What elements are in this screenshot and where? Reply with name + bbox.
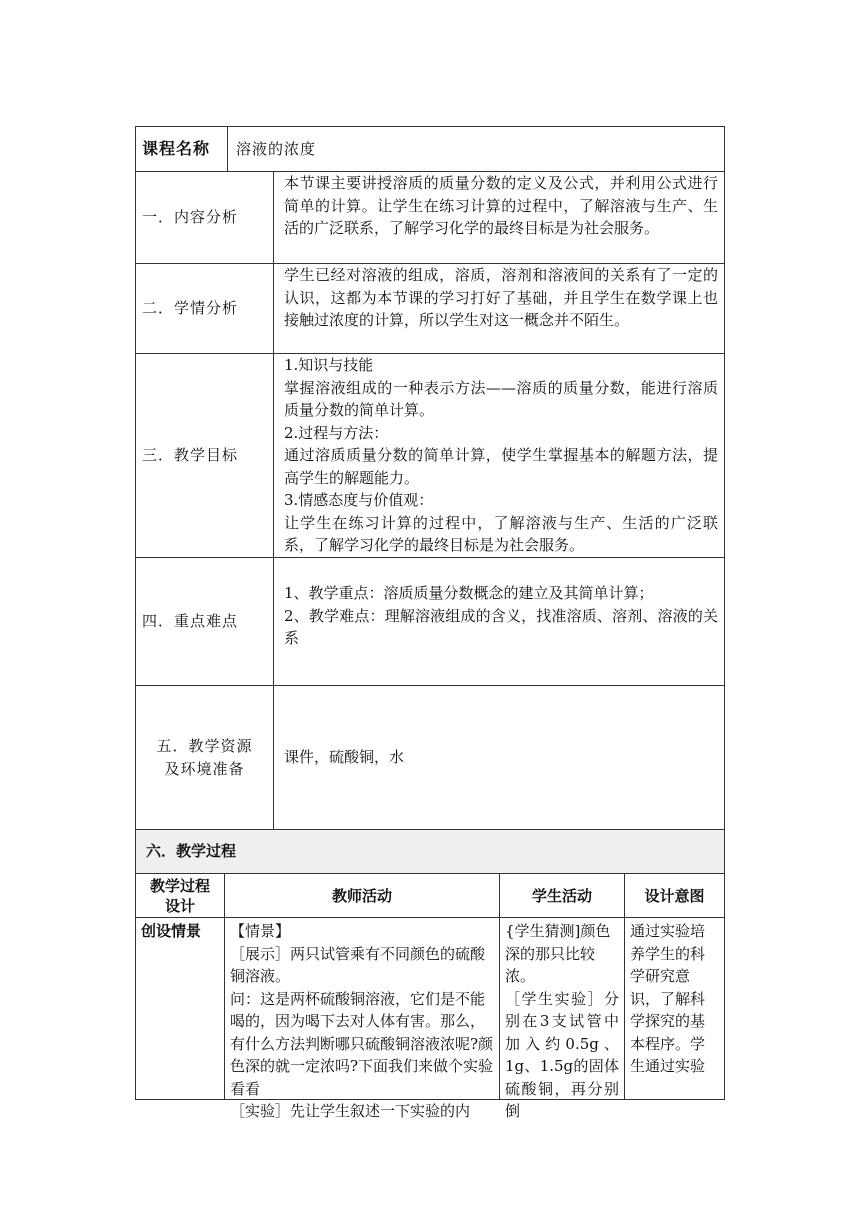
process-row-scenario bbox=[136, 918, 725, 1100]
header-design-intent: 设计意图 bbox=[625, 874, 725, 918]
header-line: 设计 bbox=[164, 896, 195, 915]
section-row-key-points bbox=[136, 557, 725, 685]
section-label-resources bbox=[136, 685, 274, 830]
section-paragraph: 学生已经对溶液的组成，溶质，溶剂和溶液间的关系有了一定的认识，这都为本节课的学习打好了基础，并且学生在数学课上也接触过浓度的计算，所以学生对这一概念并不陌生。 bbox=[284, 266, 719, 329]
section-row-learner-analysis bbox=[136, 264, 725, 354]
key-point-item: 2、教学难点：理解溶液组成的含义，找准溶质、溶剂、溶液的关系 bbox=[284, 606, 719, 648]
section-paragraph: 课件，硫酸铜，水 bbox=[284, 748, 405, 767]
section-content-key-points bbox=[274, 557, 725, 685]
course-name-row bbox=[136, 127, 725, 172]
section-label-content-analysis: 一．内容分析 bbox=[136, 172, 274, 264]
section-label-key-points: 四．重点难点 bbox=[136, 557, 274, 685]
label-line: 及环境准备 bbox=[164, 759, 245, 778]
teacher-line: 问：这是两杯硫酸铜溶液，它们是不能喝的，因为喝下去对人体有害。那么，有什么方法判断哪只硫酸铜溶液浓呢?颜色深的就一定浓吗?下面我们来做个实验看看 bbox=[230, 989, 494, 1098]
goal-heading: 3.情感态度与价值观： bbox=[284, 491, 434, 509]
section-content-content-analysis bbox=[274, 172, 725, 264]
student-line: ［学生实验］分别在3支试管中加入约0.5g、1g、1.5g的固体硫酸铜，再分别倒 bbox=[505, 989, 619, 1120]
goal-text: 让学生在练习计算的过程中，了解溶液与生产、生活的广泛联系，了解学习化学的最终目标是为社会服务。 bbox=[284, 513, 719, 554]
student-activity-content bbox=[505, 920, 619, 1120]
key-point-item: 1、教学重点：溶质质量分数概念的建立及其简单计算； bbox=[284, 584, 654, 603]
header-line: 教学过程 bbox=[149, 876, 210, 895]
section-row-teaching-goals bbox=[136, 354, 725, 558]
student-line: {学生猜测]颜色深的那只比较浓。 bbox=[505, 922, 611, 985]
section-row-resources bbox=[136, 685, 725, 830]
header-design bbox=[136, 874, 225, 918]
header-student-activity: 学生活动 bbox=[500, 874, 625, 918]
design-intent-content bbox=[630, 920, 719, 1098]
goal-text: 通过溶质质量分数的简单计算，使学生掌握基本的解题方法，提高学生的解题能力。 bbox=[284, 446, 719, 487]
teacher-activity-cell bbox=[225, 918, 500, 1120]
teacher-activity-content bbox=[230, 920, 494, 1120]
course-name-label: 课程名称 bbox=[136, 127, 228, 172]
teacher-line: ［展示］两只试管乘有不同颜色的硫酸铜溶液。 bbox=[230, 944, 486, 985]
section-content-teaching-goals bbox=[274, 354, 725, 558]
course-info-table bbox=[135, 126, 725, 831]
header-teacher-activity: 教师活动 bbox=[225, 874, 500, 918]
design-intent-cell bbox=[625, 918, 725, 1100]
course-name-value: 溶液的浓度 bbox=[228, 127, 725, 172]
student-activity-cell bbox=[500, 918, 625, 1120]
teacher-line: 【情景】 bbox=[230, 922, 291, 940]
section-label-learner-analysis: 二．学情分析 bbox=[136, 264, 274, 354]
process-title-row bbox=[136, 830, 725, 874]
process-section-title: 六．教学过程 bbox=[136, 830, 725, 874]
process-header-row bbox=[136, 874, 725, 918]
goal-heading: 2.过程与方法： bbox=[284, 423, 389, 442]
label-line: 五．教学资源 bbox=[156, 737, 253, 755]
intent-line: 通过实验培养学生的科学研究意识，了解科学探究的基本程序。学生通过实验 bbox=[630, 922, 706, 1075]
goal-text: 掌握溶液组成的一种表示方法——溶质的质量分数，能进行溶质质量分数的简单计算。 bbox=[284, 378, 719, 419]
teaching-process-table bbox=[135, 829, 725, 1120]
phase-name: 创设情景 bbox=[136, 918, 225, 1100]
teacher-line: ［实验］先让学生叙述一下实验的内 bbox=[230, 1102, 471, 1120]
section-content-resources bbox=[274, 685, 725, 830]
section-paragraph: 本节课主要讲授溶质的质量分数的定义及公式，并利用公式进行简单的计算。让学生在练习计算的过程中，了解溶液与生产、生活的广泛联系，了解学习化学的最终目标是为社会服务。 bbox=[284, 174, 719, 237]
section-label-teaching-goals: 三．教学目标 bbox=[136, 354, 274, 558]
section-row-content-analysis bbox=[136, 172, 725, 264]
goal-heading: 1.知识与技能 bbox=[284, 356, 374, 374]
section-content-learner-analysis bbox=[274, 264, 725, 354]
